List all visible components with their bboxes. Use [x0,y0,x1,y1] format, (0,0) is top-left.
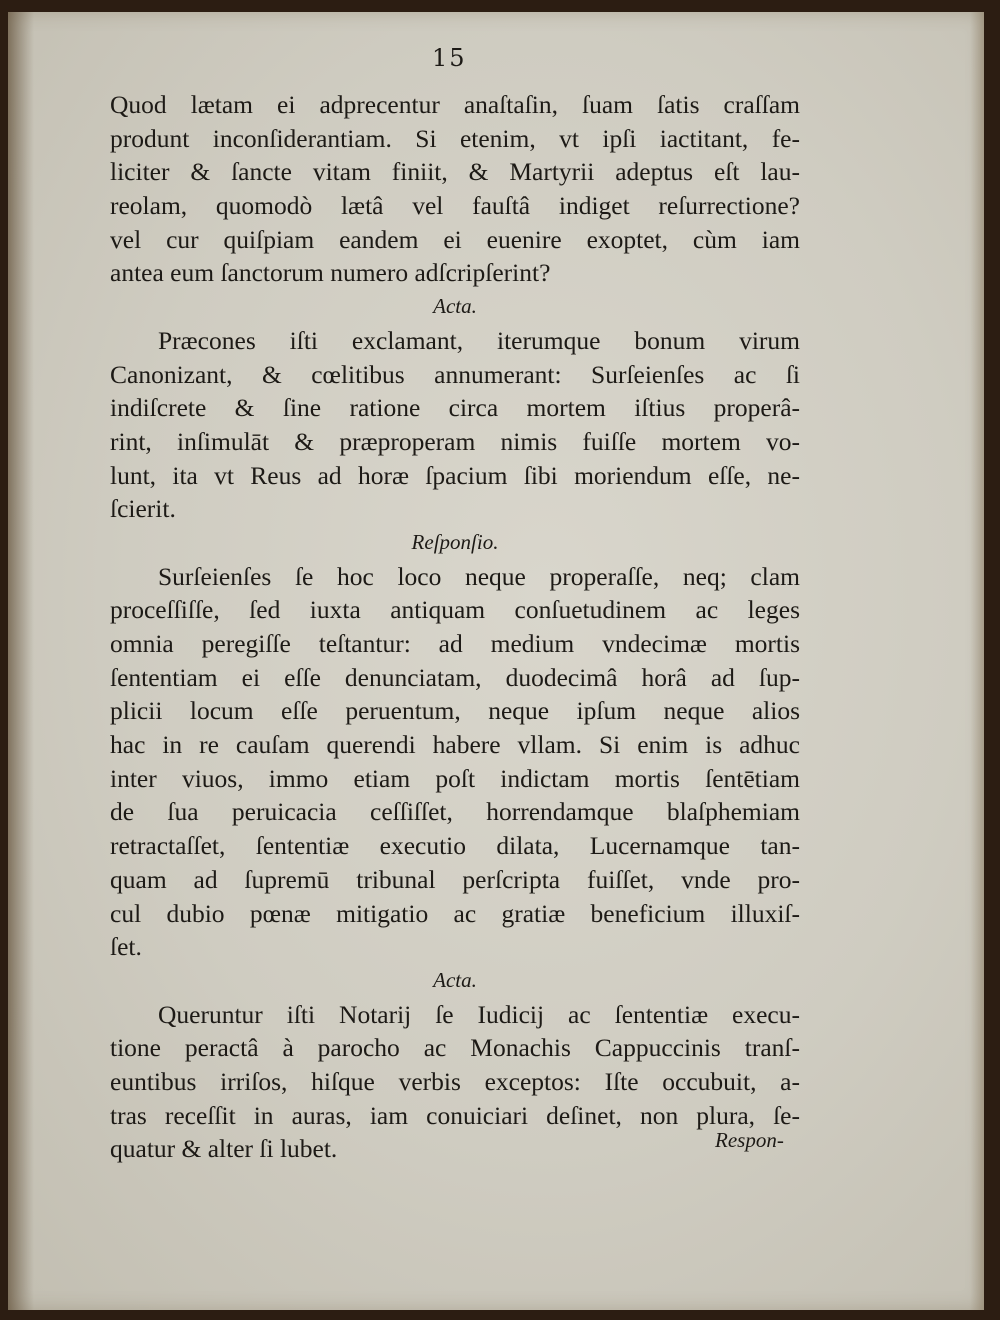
text-line: antea eum ſanctorum numero adſcripſerint? [110,258,551,288]
text-line: vel cur quiſpiam eandem ei euenire exoptet, cùm iam [110,224,800,254]
text-line: Queruntur iſti Notarij ſe Iudicij ac ſententiæ execu- [158,999,800,1029]
text-line: hac in re cauſam querendi habere vllam. Si enim is adhuc [110,730,800,760]
text-line: liciter & ſancte vitam finiit, & Martyrii adeptus eſt lau- [110,157,800,187]
text-line: proceſſiſſe, ſed iuxta antiquam conſuetudinem ac leges [110,595,800,625]
text-line: retractaſſet, ſententiæ executio dilata, Lucernamque tan- [110,831,800,861]
text-line: quam ad ſupremū tribunal perſcripta fuiſſet, vnde pro- [110,864,800,894]
text-line: ſententiam ei eſſe denunciatam, duodecimâ horâ ad ſup- [110,662,800,692]
section-heading: Reſponſio. [411,529,499,554]
gutter-shadow [8,12,34,1310]
text-line: de ſua peruicacia ceſſiſſet, horrendamque blaſphemiam [110,797,800,827]
section-heading: Acta. [433,967,477,992]
page-edge [970,12,984,1310]
text-line: tras receſſit in auras, iam conuiciari deſinet, non plura, ſe- [110,1100,800,1130]
text-line: plicii locum eſſe peruentum, neque ipſum neque alios [110,696,800,726]
text-line: produnt inconſiderantiam. Si etenim, vt ipſi iactitant, fe- [110,123,800,153]
text-line: Præcones iſti exclamant, iterumque bonum virum [158,325,800,355]
text-line: cul dubio pœnæ mitigatio ac gratiæ beneficium illuxiſ- [110,898,800,928]
text-line: Quod lætam ei adprecentur anaſtaſin, ſuam ſatis craſſam [110,90,800,119]
page-number: 15 [432,44,467,72]
section-heading: Acta. [433,294,477,319]
text-line: euntibus irriſos, hiſque verbis exceptos: Iſte occubuit, a- [110,1066,800,1096]
catchword: Respon- [715,1128,784,1152]
text-line: ſet. [110,932,142,962]
text-line: inter viuos, immo etiam poſt indictam mortis ſentētiam [110,763,800,793]
text-line: indiſcrete & ſine ratione circa mortem iſtius properâ- [110,393,800,423]
text-line: reolam, quomodò lætâ vel fauſtâ indiget reſurrectione? [110,191,800,221]
text-line: Surſeienſes ſe hoc loco neque properaſſe, neq; clam [158,561,800,591]
text-line: tione peractâ à parocho ac Monachis Cappuccinis tranſ- [110,1033,800,1063]
text-line: quatur & alter ſi lubet. [110,1134,338,1164]
text-line: Canonizant, & cœlitibus annumerant: Surſeienſes ac ſi [110,359,800,389]
text-line: ſcierit. [110,494,176,524]
body-text [110,88,800,1166]
text-line: omnia peregiſſe teſtantur: ad medium vndecimæ mortis [110,629,800,658]
text-line: lunt, ita vt Reus ad horæ ſpacium ſibi moriendum eſſe, ne- [110,460,800,490]
text-line: rint, inſimulāt & præproperam nimis fuiſſe mortem vo- [110,426,800,456]
